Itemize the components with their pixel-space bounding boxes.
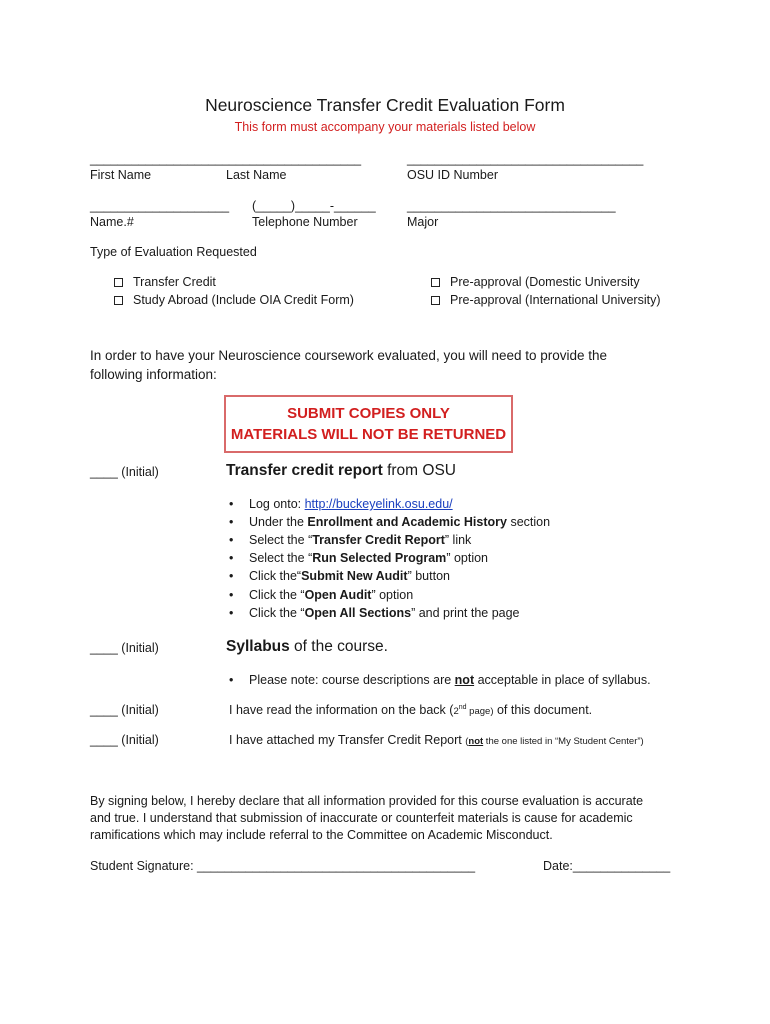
buckeyelink-link[interactable]: http://buckeyelink.osu.edu/ — [304, 497, 453, 511]
notice-line-2: MATERIALS WILL NOT BE RETURNED — [230, 426, 507, 443]
intro-line-1: In order to have your Neuroscience coursework evaluated, you will need to provide the — [90, 348, 608, 363]
checkbox-icon[interactable] — [431, 278, 440, 287]
list-item: • Log onto: http://buckeyelink.osu.edu/ — [229, 497, 453, 511]
page-title: Neuroscience Transfer Credit Evaluation Form — [205, 95, 565, 115]
option-transfer-credit[interactable]: Transfer Credit — [114, 275, 216, 289]
syllabus-heading: Syllabus of the course. — [226, 638, 388, 655]
major-line[interactable]: ______________________________ — [407, 199, 616, 213]
list-item: • Click the “Open Audit” option — [229, 588, 414, 602]
name-number-line[interactable]: ____________________ — [90, 199, 230, 213]
declaration-line-1: By signing below, I hereby declare that all information provided for this course evaluation is accurate — [90, 794, 644, 808]
list-item: • Click the“Submit New Audit” button — [229, 569, 450, 583]
name-line[interactable]: _______________________________________ — [90, 152, 362, 166]
checkbox-icon[interactable] — [114, 296, 123, 305]
bullet-icon: • — [229, 551, 234, 565]
attached-statement: I have attached my Transfer Credit Report (not the one listed in “My Student Center”) — [229, 733, 644, 747]
option-preapproval-international[interactable]: Pre-approval (International University) — [431, 293, 661, 307]
evaluation-heading: Type of Evaluation Requested — [90, 245, 257, 259]
notice-box — [224, 395, 513, 453]
checkbox-icon[interactable] — [114, 278, 123, 287]
read-info-statement: I have read the information on the back (2nd page) of this document. — [229, 703, 593, 717]
intro-line-2: following information: — [90, 367, 217, 382]
osu-id-line[interactable]: __________________________________ — [407, 152, 644, 166]
bullet-icon: • — [229, 673, 234, 687]
bullet-icon: • — [229, 515, 234, 529]
bullet-icon: • — [229, 569, 234, 583]
list-item: • Select the “Transfer Credit Report” link — [229, 533, 472, 547]
option-preapproval-domestic[interactable]: Pre-approval (Domestic University — [431, 275, 640, 289]
osu-id-label: OSU ID Number — [407, 168, 498, 182]
initial-field-read[interactable]: ____ (Initial) — [90, 703, 159, 717]
initial-field-syllabus[interactable]: ____ (Initial) — [90, 641, 159, 655]
transfer-report-heading: Transfer credit report from OSU — [226, 462, 456, 479]
major-label: Major — [407, 215, 439, 229]
bullet-icon: • — [229, 588, 234, 602]
notice-line-1: SUBMIT COPIES ONLY — [287, 405, 450, 422]
bullet-icon: • — [229, 533, 234, 547]
list-item: • Please note: course descriptions are not acceptable in place of syllabus. — [229, 673, 651, 687]
declaration-line-2: and true. I understand that submission of inaccurate or counterfeit materials is cause for academic — [90, 811, 633, 825]
last-name-label: Last Name — [226, 168, 287, 182]
list-item: • Click the “Open All Sections” and print the page — [229, 606, 520, 620]
declaration-line-3: ramifications which may include referral to the Committee on Academic Misconduct. — [90, 828, 553, 842]
date-field[interactable]: Date:______________ — [543, 859, 671, 873]
telephone-line[interactable]: (_____)_____-______ — [252, 199, 376, 213]
bullet-icon: • — [229, 497, 234, 511]
bullet-icon: • — [229, 606, 234, 620]
initial-field-transfer[interactable]: ____ (Initial) — [90, 465, 159, 479]
initial-field-attached[interactable]: ____ (Initial) — [90, 733, 159, 747]
name-number-label: Name.# — [90, 215, 134, 229]
checkbox-icon[interactable] — [431, 296, 440, 305]
student-signature-field[interactable]: Student Signature: ________________________________________ — [90, 859, 476, 873]
option-study-abroad[interactable]: Study Abroad (Include OIA Credit Form) — [114, 293, 354, 307]
telephone-label: Telephone Number — [252, 215, 358, 229]
list-item: • Select the “Run Selected Program” option — [229, 551, 489, 565]
first-name-label: First Name — [90, 168, 152, 182]
list-item: • Under the Enrollment and Academic History section — [229, 515, 551, 529]
page-subtitle: This form must accompany your materials listed below — [234, 120, 536, 134]
